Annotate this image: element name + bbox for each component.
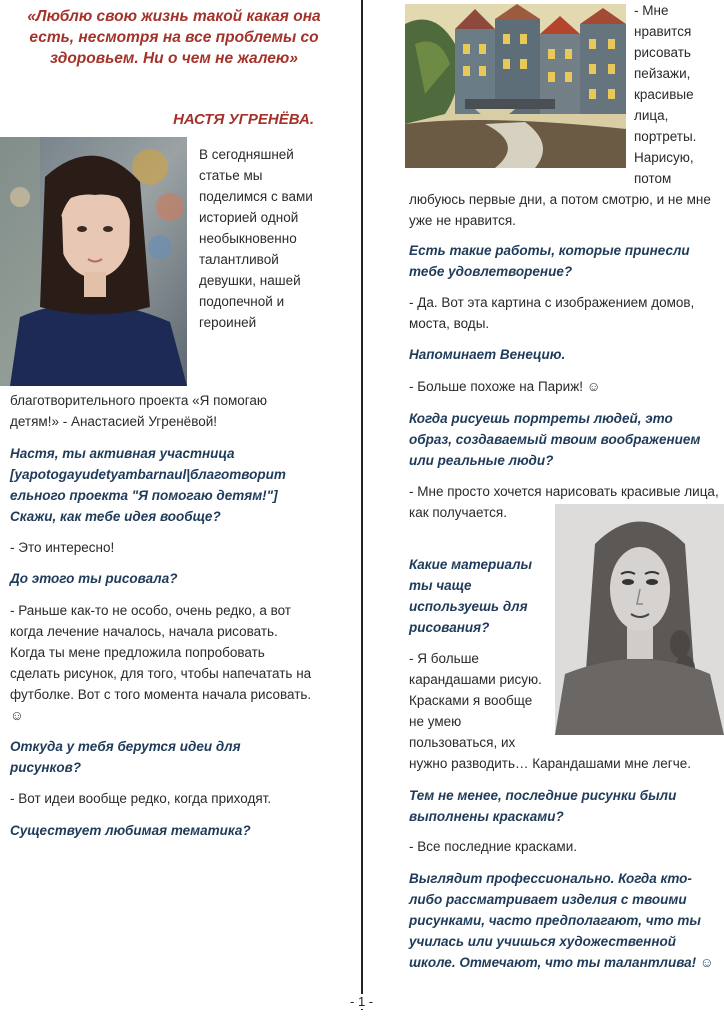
question-4: Существует любимая тематика?: [10, 823, 251, 838]
answer-6: - Больше похоже на Париж! ☺: [409, 379, 601, 394]
question-8: Какие материалы ты чаще используешь для рисования?: [409, 557, 533, 635]
page-number: - 1 -: [350, 994, 374, 1009]
question-9: Тем не менее, последние рисунки были выполнены красками?: [409, 788, 677, 824]
title-quote: «Люблю свою жизнь такой какая она есть, несмотря на все проблемы со здоровьем. Ни о чем не жалею»: [27, 8, 321, 67]
intro-text-continued: благотворительного проекта «Я помогаю детям!» - Анастасией Угренёвой!: [10, 393, 268, 429]
answer-2: - Раньше как-то не особо, очень редко, а вот когда лечение началось, начала рисовать. Когда ты мене предложила попробовать сделать рисунок, для того, чтобы напечатать на футболке. Вот с того момента начала рисовать. ☺: [10, 603, 312, 723]
column-divider: [361, 0, 363, 1010]
author-name: НАСТЯ УГРЕНЁВА.: [173, 111, 314, 128]
question-3: Откуда у тебя берутся идеи для рисунков?: [10, 739, 241, 775]
answer-4-wrapped: - Мне нравится рисовать пейзажи, красивые лица, портреты. Нарисую, потом: [634, 3, 697, 186]
question-2: До этого ты рисовала?: [10, 571, 178, 586]
answer-8-wrapped: - Я больше карандашами рисую. Красками я вообще не умею пользоваться, их: [409, 651, 542, 750]
answer-5: - Да. Вот эта картина с изображением домов, моста, воды.: [409, 295, 695, 331]
question-10: Выглядит профессионально. Когда кто-либо рассматривает изделия с твоими рисунками, часто предполагают, что ты училась или учишься художественной школе. Отмечают, что ты талантлива! ☺: [409, 871, 714, 970]
answer-7: - Мне просто хочется нарисовать красивые лица, как получается.: [409, 484, 719, 520]
question-6: Напоминает Венецию.: [409, 347, 566, 362]
answer-1: - Это интересно!: [10, 540, 115, 555]
question-1: Настя, ты активная участница [yapotogayudetyambarnaul|благотворит ельного проекта "Я помогаю детям!"] Скажи, как тебе идея вообще?: [10, 446, 286, 524]
question-7: Когда рисуешь портреты людей, это образ, создаваемый твоим воображением или реальные люди?: [409, 411, 701, 468]
painting-houses: [405, 4, 626, 168]
girl-photo: [0, 137, 187, 386]
intro-text-wrapped: В сегодняшней статье мы поделимся с вами историей одной необыкновенно талантливой девушки, нашей подопечной и героиней: [199, 147, 313, 330]
pencil-portrait: [555, 504, 724, 735]
answer-4-continued: любуюсь первые дни, а потом смотрю, и не мне уже не нравится.: [409, 192, 711, 228]
answer-3: - Вот идеи вообще редко, когда приходят.: [10, 791, 272, 806]
answer-9: - Все последние красками.: [409, 839, 578, 854]
question-5: Есть такие работы, которые принесли тебе удовлетворение?: [409, 243, 690, 279]
answer-8-continued: нужно разводить… Карандашами мне легче.: [409, 756, 692, 771]
